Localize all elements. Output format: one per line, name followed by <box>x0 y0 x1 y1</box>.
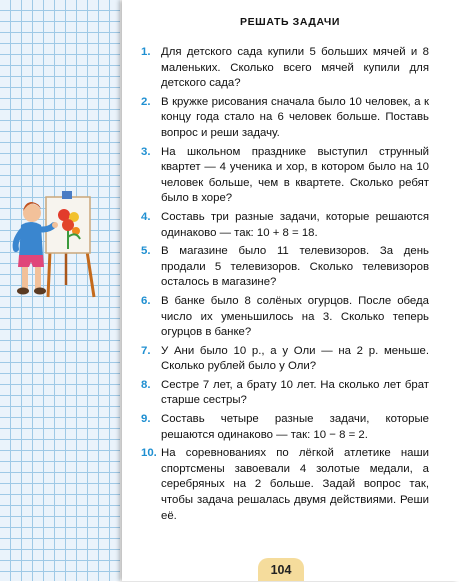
problem-text: В магазине было 11 телевизоров. За день продали 5 телевизоров. Сколько телевизоров осталось в магазине? <box>161 245 429 289</box>
problem-text: В кружке рисования сначала было 10 человек, а к концу года стало на 6 человек больше. Поставь вопрос и реши задачу. <box>161 95 429 139</box>
problem-item <box>141 446 429 524</box>
page-number: 104 <box>258 558 304 581</box>
problem-item <box>141 210 429 241</box>
problem-item <box>141 145 429 207</box>
problem-number: 10. <box>141 447 157 460</box>
problem-item <box>141 45 429 92</box>
problem-number: 2. <box>141 95 151 108</box>
problem-item <box>141 412 429 443</box>
problem-text: Составь четыре разные задачи, которые решаются одинаково — так: 10 − 8 = 2. <box>161 413 429 441</box>
problem-number: 9. <box>141 413 151 426</box>
problem-text: Для детского сада купили 5 больших мячей и 8 маленьких. Сколько всего мячей купили для детского сада? <box>161 46 429 90</box>
problem-number: 4. <box>141 210 151 223</box>
problem-item <box>141 294 429 341</box>
problem-number: 3. <box>141 145 151 158</box>
problem-number: 6. <box>141 294 151 307</box>
problem-list <box>141 45 429 527</box>
boy-painting-illustration <box>8 185 120 305</box>
problem-item <box>141 95 429 142</box>
problem-number: 5. <box>141 245 151 258</box>
problem-text: Составь три разные задачи, которые решаются одинаково — так: 10 + 8 = 18. <box>161 210 429 239</box>
problem-number: 1. <box>141 46 151 58</box>
problem-item <box>141 378 429 409</box>
problem-text: В банке было 8 солёных огурцов. После обеда число их уменьшилось на 3. Сколько теперь огурцов в банке? <box>161 294 429 339</box>
problem-item <box>141 344 429 375</box>
problem-text: На соревнованиях по лёгкой атлетике наши спортсмены завоевали 4 золотые медали, а серебряных на 2 больше. Задай вопрос так, чтобы задача решалась двумя действиями. Реши её. <box>161 447 429 522</box>
page-title: РЕШАТЬ ЗАДАЧИ <box>239 16 341 28</box>
problem-number: 7. <box>141 344 151 357</box>
problem-item <box>141 244 429 291</box>
problem-text: На школьном празднике выступил струнный квартет — 4 ученика и хор, в котором было на 10 человек больше, чем в квартете. Сколько ребят было в хоре? <box>161 145 429 205</box>
problem-text: Сестре 7 лет, а брату 10 лет. На сколько лет брат старше сестры? <box>161 378 429 407</box>
problem-number: 8. <box>141 378 151 391</box>
problem-text: У Ани было 10 р., а у Оли — на 2 р. меньше. Сколько рублей было у Оли? <box>161 344 429 373</box>
